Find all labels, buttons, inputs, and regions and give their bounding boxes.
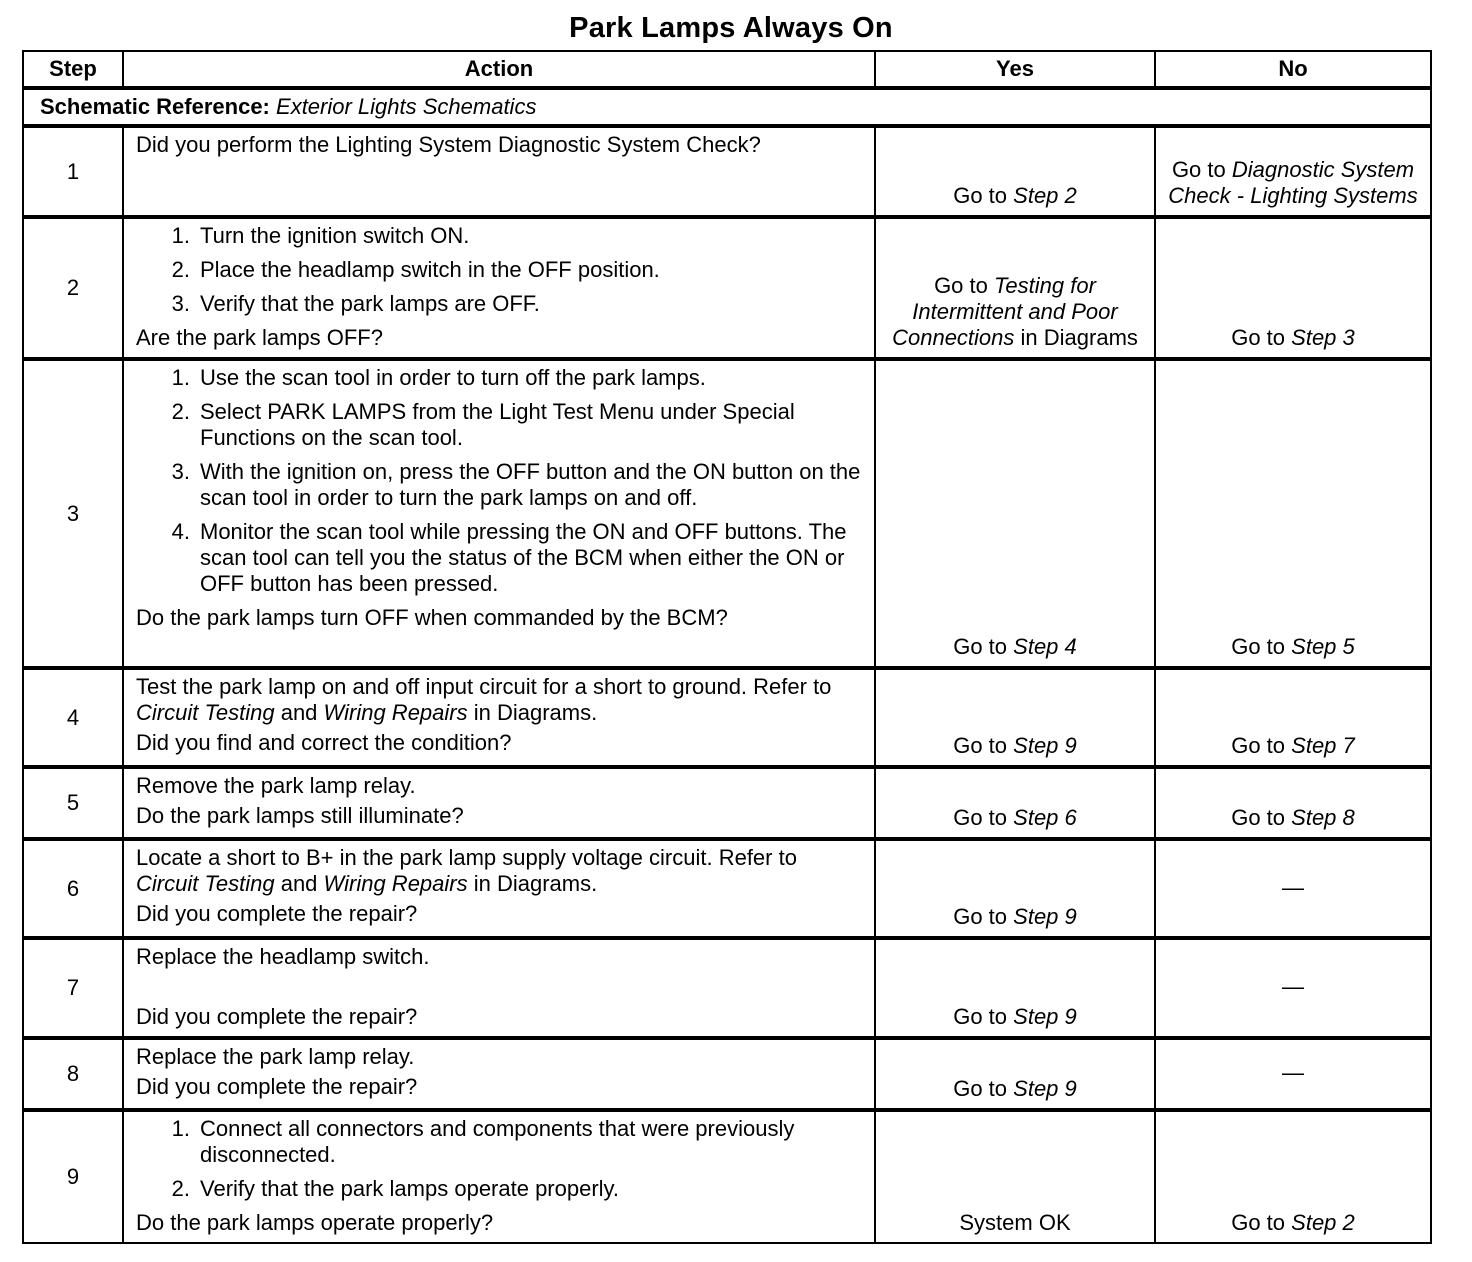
schematic-row xyxy=(23,88,1431,126)
no-cell xyxy=(1155,217,1431,359)
action-cell xyxy=(123,1038,875,1110)
table-row xyxy=(23,359,1431,668)
table-row xyxy=(23,1038,1431,1110)
no-prefix: Go to xyxy=(1171,157,1226,182)
no-cell xyxy=(1155,1038,1431,1110)
schematic-label: Schematic Reference: xyxy=(40,94,270,119)
list-item: 2. Place the headlamp switch in the OFF position. xyxy=(171,257,660,282)
step-number: 2 xyxy=(23,217,123,359)
no-ref: Step 2 xyxy=(1291,1210,1355,1235)
yes-cell xyxy=(875,359,1155,668)
action-cell xyxy=(123,217,875,359)
step-number: 5 xyxy=(23,767,123,839)
yes-ref: Step 9 xyxy=(1013,1004,1077,1029)
no-prefix: Go to xyxy=(1231,733,1286,758)
circuit-testing-ref: Circuit Testing xyxy=(136,700,275,725)
action-cell xyxy=(123,126,875,217)
yes-prefix: Go to xyxy=(953,183,1008,208)
no-prefix: Go to xyxy=(1231,1210,1286,1235)
yes-cell xyxy=(875,668,1155,767)
action-list xyxy=(136,365,862,597)
yes-cell xyxy=(875,1038,1155,1110)
yes-cell xyxy=(875,126,1155,217)
action-text: Replace the park lamp relay. xyxy=(136,1044,415,1069)
yes-cell xyxy=(875,839,1155,938)
header-action: Action xyxy=(123,51,875,88)
action-question: Did you complete the repair? xyxy=(136,901,418,926)
no-prefix: Go to xyxy=(1231,634,1286,659)
yes-cell xyxy=(875,217,1155,359)
action-cell xyxy=(123,359,875,668)
action-text: Test the park lamp on and off input circuit for a short to ground. Refer to Circuit Testing and Wiring Repairs in Diagrams. xyxy=(136,674,832,725)
yes-prefix: Go to xyxy=(953,1004,1008,1029)
action-list xyxy=(136,1116,862,1202)
no-ref: Step 8 xyxy=(1291,805,1355,830)
action-question: Do the park lamps operate properly? xyxy=(136,1210,494,1235)
wiring-repairs-ref: Wiring Repairs xyxy=(323,871,468,896)
wiring-repairs-ref: Wiring Repairs xyxy=(323,700,468,725)
header-step: Step xyxy=(23,51,123,88)
list-item: 3. With the ignition on, press the OFF button and the ON button on the scan tool in order to turn the park lamps on and off. xyxy=(171,459,861,510)
list-item: 2. Select PARK LAMPS from the Light Test Menu under Special Functions on the scan tool. xyxy=(171,399,795,450)
action-question: Did you perform the Lighting System Diagnostic System Check? xyxy=(136,132,761,157)
yes-prefix: Go to xyxy=(953,1076,1008,1101)
page-title: Park Lamps Always On xyxy=(569,12,893,44)
table-row xyxy=(23,217,1431,359)
yes-prefix: Go to xyxy=(953,634,1008,659)
yes-prefix: Go to xyxy=(953,733,1008,758)
action-question: Do the park lamps still illuminate? xyxy=(136,803,464,828)
table-row xyxy=(23,126,1431,217)
header-no: No xyxy=(1155,51,1431,88)
step-number: 8 xyxy=(23,1038,123,1110)
schematic-link: Exterior Lights Schematics xyxy=(276,94,537,119)
step-number: 7 xyxy=(23,938,123,1038)
no-cell xyxy=(1155,668,1431,767)
table-row xyxy=(23,1110,1431,1243)
schematic-reference xyxy=(23,88,1431,126)
yes-ref: Step 2 xyxy=(1013,183,1077,208)
list-item: 2. Verify that the park lamps operate properly. xyxy=(171,1176,620,1201)
yes-cell xyxy=(875,1110,1155,1243)
no-prefix: Go to xyxy=(1231,805,1286,830)
no-cell xyxy=(1155,126,1431,217)
table-row xyxy=(23,938,1431,1038)
no-cell xyxy=(1155,767,1431,839)
action-question: Did you complete the repair? xyxy=(136,1004,418,1029)
yes-prefix: Go to xyxy=(953,805,1008,830)
yes-ref: Step 9 xyxy=(1013,1076,1077,1101)
list-item: 4. Monitor the scan tool while pressing the ON and OFF buttons. The scan tool can tell you the status of the BCM when either the ON or OFF button has been pressed. xyxy=(171,519,847,596)
yes-ref: Step 6 xyxy=(1013,805,1077,830)
no-cell xyxy=(1155,938,1431,1038)
action-list xyxy=(136,223,862,317)
list-item: 1. Turn the ignition switch ON. xyxy=(171,223,470,248)
action-question: Are the park lamps OFF? xyxy=(136,325,383,350)
step-number: 4 xyxy=(23,668,123,767)
step-number: 1 xyxy=(23,126,123,217)
action-cell xyxy=(123,938,875,1038)
header-row xyxy=(23,51,1431,88)
yes-ref: Step 9 xyxy=(1013,733,1077,758)
action-text: Remove the park lamp relay. xyxy=(136,773,416,798)
yes-cell xyxy=(875,938,1155,1038)
diagnostic-table xyxy=(22,50,1432,1244)
table-row xyxy=(23,668,1431,767)
header-yes: Yes xyxy=(875,51,1155,88)
step-number: 6 xyxy=(23,839,123,938)
yes-text: System OK xyxy=(959,1210,1071,1235)
action-text: Locate a short to B+ in the park lamp supply voltage circuit. Refer to Circuit Testing and Wiring Repairs in Diagrams. xyxy=(136,845,797,896)
table-row xyxy=(23,767,1431,839)
action-cell xyxy=(123,1110,875,1243)
step-number: 3 xyxy=(23,359,123,668)
no-dash: — xyxy=(1282,1060,1304,1085)
list-item: 1. Use the scan tool in order to turn off the park lamps. xyxy=(171,365,706,390)
action-text: Replace the headlamp switch. xyxy=(136,944,430,969)
action-cell xyxy=(123,839,875,938)
step-number: 9 xyxy=(23,1110,123,1243)
yes-prefix: Go to xyxy=(953,904,1008,929)
no-ref: Step 7 xyxy=(1291,733,1355,758)
yes-ref: Step 9 xyxy=(1013,904,1077,929)
no-ref: Step 5 xyxy=(1291,634,1355,659)
action-question: Did you complete the repair? xyxy=(136,1074,418,1099)
yes-cell xyxy=(875,767,1155,839)
circuit-testing-ref: Circuit Testing xyxy=(136,871,275,896)
action-question: Did you find and correct the condition? xyxy=(136,730,512,755)
no-ref: Diagnostic System Check - Lighting Systems xyxy=(1168,157,1418,208)
yes-prefix: Go to xyxy=(934,273,988,298)
action-cell xyxy=(123,767,875,839)
no-dash: — xyxy=(1282,874,1304,900)
yes-suffix: in Diagrams xyxy=(1020,325,1138,350)
no-cell xyxy=(1155,839,1431,938)
yes-ref: Step 4 xyxy=(1013,634,1077,659)
yes-ref: Testing for Intermittent and Poor Connections xyxy=(892,273,1118,350)
no-cell xyxy=(1155,359,1431,668)
no-prefix: Go to xyxy=(1231,325,1286,350)
action-question: Do the park lamps turn OFF when commanded by the BCM? xyxy=(136,605,728,630)
action-cell xyxy=(123,668,875,767)
no-dash: — xyxy=(1282,974,1304,999)
list-item: 1. Connect all connectors and components that were previously disconnected. xyxy=(171,1116,795,1167)
table-row xyxy=(23,839,1431,938)
list-item: 3. Verify that the park lamps are OFF. xyxy=(171,291,540,316)
no-ref: Step 3 xyxy=(1291,325,1355,350)
no-cell xyxy=(1155,1110,1431,1243)
